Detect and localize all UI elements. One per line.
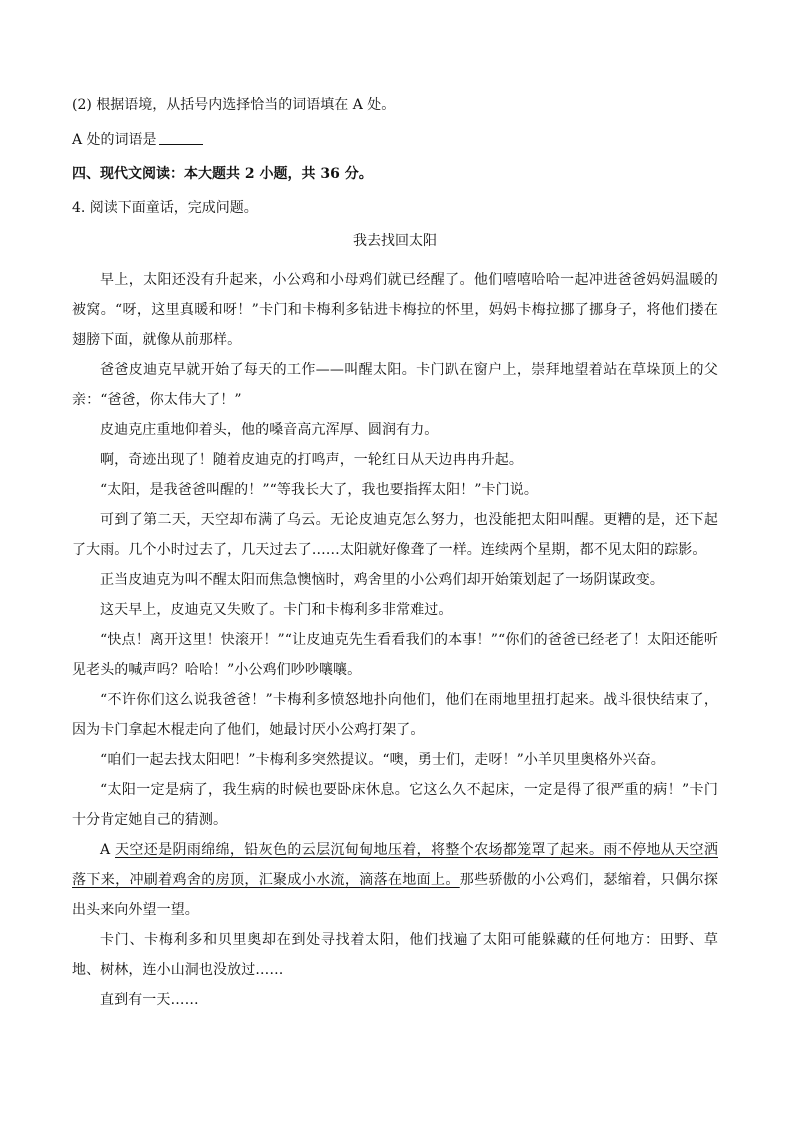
question-2-answer-line — [72, 130, 718, 150]
answer-blank[interactable] — [159, 130, 203, 145]
story-paragraph: 直到有一天…… — [100, 992, 199, 1008]
story-paragraph: 可到了第二天，天空却布满了乌云。无论皮迪克怎么努力，也没能把太阳叫醒。更糟的是，还下起了大雨。几个小时过去了，几天过去了……太阳就好像聋了一样。连续两个星期，都不见太阳的踪影。 — [72, 512, 718, 558]
question-2-prompt: (2) 根据语境，从括号内选择恰当的词语填在 A 处。 — [72, 97, 396, 113]
story-paragraph: “太阳一定是病了，我生病的时候也要卧床休息。它这么久不起床，一定是得了很严重的病！”卡门十分肯定她自己的猜测。 — [72, 782, 718, 828]
story-paragraph: “不许你们这么说我爸爸！”卡梅利多愤怒地扑向他们，他们在雨地里扭打起来。战斗很快结束了，因为卡门拿起木棍走向了他们，她最讨厌小公鸡打架了。 — [72, 692, 718, 738]
paragraph-remainder: 那些骄傲的小公鸡们，瑟缩着，只偶尔探出头来向外望一望。 — [72, 872, 718, 918]
story-paragraph: “快点！离开这里！快滚开！”“让皮迪克先生看看我们的本事！”“你们的爸爸已经老了！太阳还能听见老头的喊声吗？哈哈！”小公鸡们吵吵嚷嚷。 — [72, 632, 718, 678]
story-paragraph-marked — [72, 835, 718, 925]
story-paragraph: “太阳，是我爸爸叫醒的！”“等我长大了，我也要指挥太阳！”卡门说。 — [100, 482, 538, 498]
story-paragraph: “咱们一起去找太阳吧！”卡梅利多突然提议。“噢，勇士们，走呀！”小羊贝里奥格外兴奋。 — [100, 752, 665, 768]
story-paragraph: 卡门、卡梅利多和贝里奥却在到处寻找着太阳，他们找遍了太阳可能躲藏的任何地方：田野、草地、树林，连小山洞也没放过…… — [72, 932, 718, 978]
answer-label: A 处的词语是 — [72, 132, 157, 148]
story-paragraph: 这天早上，皮迪克又失败了。卡门和卡梅利多非常难过。 — [100, 602, 453, 618]
underlined-sentence: 天空还是阴雨绵绵，铅灰色的云层沉甸甸地压着，将整个农场都笼罩了起来。雨不停地从天空洒落下来，冲刷着鸡舍的房顶，汇聚成小水流，滴落在地面上。 — [72, 842, 718, 888]
story-paragraph: 早上，太阳还没有升起来，小公鸡和小母鸡们就已经醒了。他们嘻嘻哈哈一起冲进爸爸妈妈温暖的被窝。“呀，这里真暖和呀！”卡门和卡梅利多钻进卡梅拉的怀里，妈妈卡梅拉挪了挪身子，将他们搂在翅膀下面，就像从前那样。 — [72, 272, 718, 348]
marker-a: A — [100, 842, 111, 858]
story-paragraph: 皮迪克庄重地仰着头，他的嗓音高亢浑厚、圆润有力。 — [100, 422, 439, 438]
story-paragraph: 啊，奇迹出现了！随着皮迪克的打鸣声，一轮红日从天边冉冉升起。 — [100, 452, 523, 468]
document-page — [72, 96, 718, 1015]
question-4-instruction: 4. 阅读下面童话，完成问题。 — [72, 200, 258, 216]
story-paragraph: 爸爸皮迪克早就开始了每天的工作——叫醒太阳。卡门趴在窗户上，崇拜地望着站在草垛顶上的父亲：“爸爸，你太伟大了！” — [72, 362, 718, 408]
story-paragraph: 正当皮迪克为叫不醒太阳而焦急懊恼时，鸡舍里的小公鸡们却开始策划起了一场阴谋政变。 — [100, 572, 664, 588]
section-heading: 四、现代文阅读：本大题共 2 小题，共 36 分。 — [72, 166, 373, 182]
story-title: 我去找回太阳 — [353, 233, 437, 249]
